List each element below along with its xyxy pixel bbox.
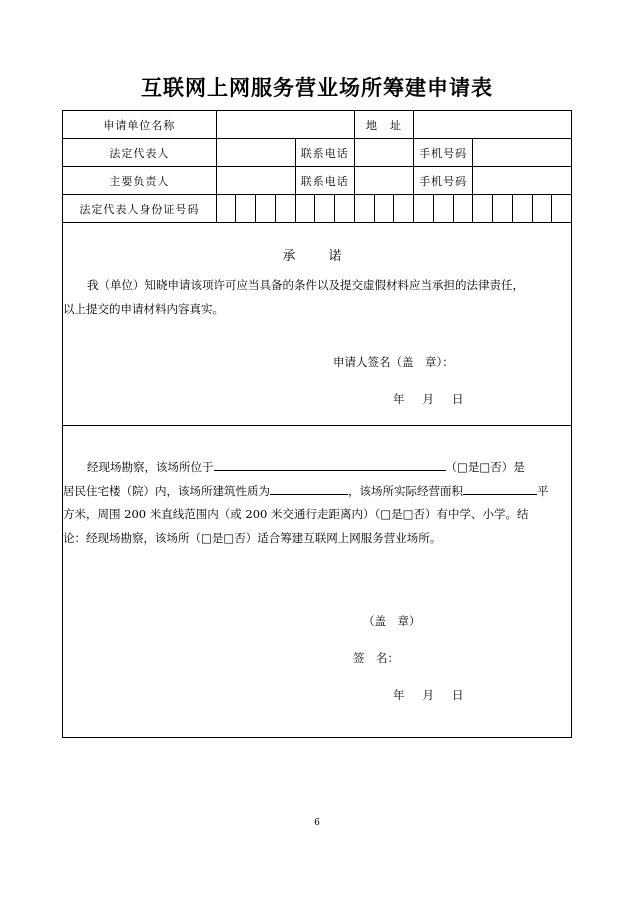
id-digit-cell[interactable]	[236, 195, 256, 223]
survey-section	[63, 426, 572, 738]
survey-line3: 方米，周围 200 米直线范围内（或 200 米交通行走距离内）（□是□否）有中学、小学。结	[63, 507, 529, 522]
field-principal-mobile[interactable]	[473, 167, 572, 195]
page-number: 6	[314, 818, 320, 828]
survey-line4: 论：经现场勘察，该场所（□是□否）适合筹建互联网上网服务营业场所。	[63, 530, 442, 545]
survey-building-type-blank[interactable]	[270, 494, 348, 495]
id-digit-cell[interactable]	[335, 195, 355, 223]
id-digit-cell[interactable]	[512, 195, 532, 223]
commitment-date-month: 月	[422, 392, 434, 407]
label-id-number: 法定代表人身份证号码	[63, 195, 217, 223]
label-address: 地 址	[354, 111, 413, 139]
survey-section-row	[63, 426, 572, 738]
field-address[interactable]	[414, 111, 572, 139]
survey-line2-b: ，该场所实际经营面积	[348, 483, 463, 498]
id-digit-cell[interactable]	[275, 195, 295, 223]
survey-date-day: 日	[452, 688, 464, 703]
table-row	[63, 167, 572, 195]
commitment-date-line	[63, 388, 571, 411]
survey-signature-label: 签 名：	[353, 651, 399, 666]
survey-location-blank[interactable]	[214, 470, 446, 471]
field-principal-phone[interactable]	[354, 167, 413, 195]
survey-line2	[63, 480, 571, 504]
commitment-date-day: 日	[452, 392, 464, 407]
survey-line2-c: 平	[537, 483, 549, 498]
commitment-paragraph-line1: 我（单位）知晓申请该项许可应当具备的条件以及提交虚假材料应当承担的法律责任，	[87, 278, 524, 292]
label-legal-rep-phone: 联系电话	[295, 139, 354, 167]
id-digit-cell[interactable]	[256, 195, 276, 223]
survey-seal-label: （盖 章）	[363, 614, 421, 629]
survey-line1-prefix: 经现场勘察，该场所位于	[87, 460, 214, 475]
survey-date-month: 月	[422, 688, 434, 703]
applicant-signature-label: 申请人签名（盖 章）：	[333, 355, 454, 370]
field-legal-rep[interactable]	[216, 139, 295, 167]
id-digit-cell[interactable]	[473, 195, 493, 223]
commitment-heading: 承 诺	[282, 249, 352, 264]
id-digit-cell[interactable]	[552, 195, 572, 223]
id-digit-cell[interactable]	[493, 195, 513, 223]
id-digit-cell[interactable]	[216, 195, 236, 223]
id-digit-cell[interactable]	[394, 195, 414, 223]
commitment-date-year: 年	[393, 392, 405, 407]
application-form-table	[62, 110, 572, 738]
commitment-paragraph-line2: 以上提交的申请材料内容真实。	[63, 301, 224, 316]
label-principal-mobile: 手机号码	[414, 167, 473, 195]
survey-area-blank[interactable]	[463, 494, 537, 495]
survey-date-line	[63, 684, 571, 707]
table-row	[63, 139, 572, 167]
survey-line1-suffix: （□是□否）是	[445, 460, 525, 475]
id-digit-cell[interactable]	[295, 195, 315, 223]
field-legal-rep-phone[interactable]	[354, 139, 413, 167]
survey-date-year: 年	[393, 688, 405, 703]
commitment-section-row	[63, 223, 572, 426]
table-row	[63, 111, 572, 139]
table-row	[63, 195, 572, 223]
field-unit-name[interactable]	[216, 111, 354, 139]
survey-line1	[63, 456, 571, 480]
label-principal-phone: 联系电话	[295, 167, 354, 195]
id-digit-cell[interactable]	[315, 195, 335, 223]
label-unit-name: 申请单位名称	[63, 111, 217, 139]
survey-line2-a: 居民住宅楼（院）内，该场所建筑性质为	[63, 483, 270, 498]
commitment-section	[63, 223, 572, 426]
label-principal: 主要负责人	[63, 167, 217, 195]
id-digit-cell[interactable]	[414, 195, 434, 223]
field-legal-rep-mobile[interactable]	[473, 139, 572, 167]
id-digit-cell[interactable]	[433, 195, 453, 223]
id-digit-cell[interactable]	[532, 195, 552, 223]
page-title: 互联网上网服务营业场所筹建申请表	[141, 75, 493, 100]
field-principal[interactable]	[216, 167, 295, 195]
id-digit-cell[interactable]	[374, 195, 394, 223]
id-digit-cell[interactable]	[354, 195, 374, 223]
id-digit-cell[interactable]	[453, 195, 473, 223]
label-legal-rep: 法定代表人	[63, 139, 217, 167]
label-legal-rep-mobile: 手机号码	[414, 139, 473, 167]
